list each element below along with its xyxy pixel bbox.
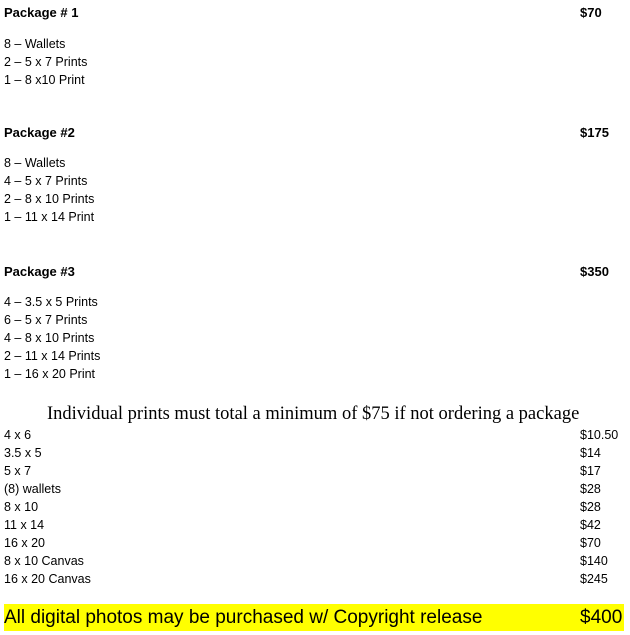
digital-price: $400 — [580, 607, 623, 628]
print-size: (8) wallets — [4, 482, 61, 496]
print-price: $10.50 — [580, 428, 619, 442]
package-2-title: Package #2 — [4, 125, 75, 140]
individual-prints-notice: Individual prints must total a minimum of $75 if not ordering a package — [47, 404, 580, 424]
package-item: 2 – 8 x 10 Prints — [4, 192, 95, 206]
print-size: 16 x 20 — [4, 536, 46, 550]
package-2-items — [4, 154, 94, 226]
print-size: 11 x 14 — [4, 518, 45, 532]
print-price: $245 — [580, 572, 608, 586]
individual-price-list — [4, 426, 624, 588]
package-item: 4 – 3.5 x 5 Prints — [4, 295, 98, 309]
price-row — [4, 444, 624, 462]
package-1-price: $70 — [580, 5, 602, 20]
package-3-items — [4, 293, 100, 383]
package-item: 1 – 8 x10 Print — [4, 73, 85, 87]
print-price: $140 — [580, 554, 608, 568]
package-item: 8 – Wallets — [4, 37, 66, 51]
package-item: 4 – 8 x 10 Prints — [4, 331, 95, 345]
package-item: 1 – 16 x 20 Print — [4, 367, 96, 381]
print-price: $17 — [580, 464, 601, 478]
digital-message: All digital photos may be purchased w/ Copyright release — [4, 607, 483, 628]
package-item: 4 – 5 x 7 Prints — [4, 174, 88, 188]
print-size: 8 x 10 Canvas — [4, 554, 84, 568]
print-price: $42 — [580, 518, 601, 532]
package-item: 1 – 11 x 14 Print — [4, 210, 95, 224]
package-1-items — [4, 35, 87, 89]
digital-copyright-banner — [4, 604, 624, 631]
package-3-price: $350 — [580, 264, 609, 279]
print-price: $28 — [580, 482, 601, 496]
package-3-title: Package #3 — [4, 264, 75, 279]
print-size: 3.5 x 5 — [4, 446, 42, 460]
print-size: 4 x 6 — [4, 428, 32, 442]
package-item: 6 – 5 x 7 Prints — [4, 313, 88, 327]
print-price: $14 — [580, 446, 601, 460]
price-row — [4, 534, 624, 552]
package-item: 2 – 11 x 14 Prints — [4, 349, 101, 363]
price-row — [4, 516, 624, 534]
print-size: 8 x 10 — [4, 500, 39, 514]
print-price: $28 — [580, 500, 601, 514]
package-item: 8 – Wallets — [4, 156, 66, 170]
price-row — [4, 552, 624, 570]
print-size: 5 x 7 — [4, 464, 32, 478]
package-2-price: $175 — [580, 125, 609, 140]
price-row — [4, 462, 624, 480]
package-item: 2 – 5 x 7 Prints — [4, 55, 88, 69]
price-row — [4, 480, 624, 498]
price-row — [4, 426, 624, 444]
price-row — [4, 498, 624, 516]
price-row — [4, 570, 624, 588]
print-size: 16 x 20 Canvas — [4, 572, 91, 586]
package-1-title: Package # 1 — [4, 5, 79, 20]
print-price: $70 — [580, 536, 601, 550]
